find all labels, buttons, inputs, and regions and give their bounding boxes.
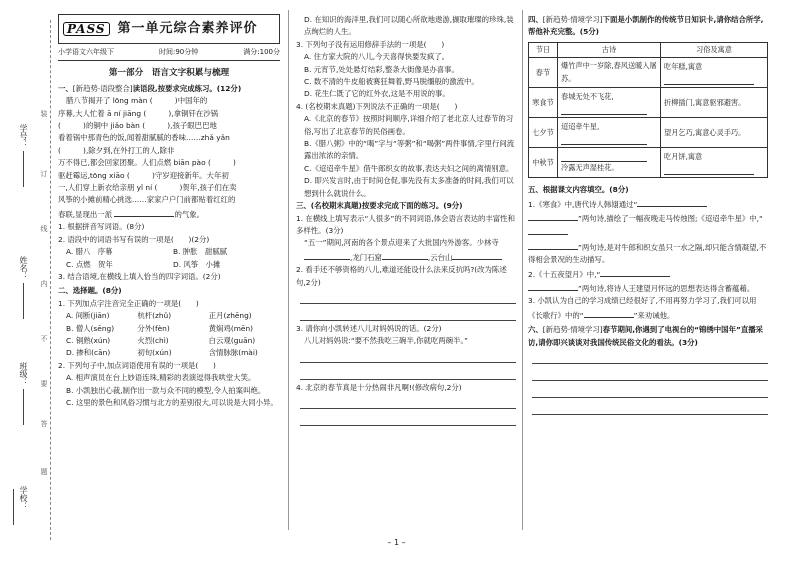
option-item: 正月(zhēng) xyxy=(208,311,252,321)
option[interactable]: B. 小凯独出心裁,制作出一款与众不同的模型,令人拍案叫绝。 xyxy=(66,385,266,395)
passage-line: ( )的铜中 jiǎo bàn ( ),孩子眼巴巴地 xyxy=(58,121,217,131)
table-row xyxy=(529,118,768,148)
subject-label: 小学语文六年级下 xyxy=(58,48,114,56)
passage-line: 万不得已,都会回家团聚。人们点燃 biān pào ( ) xyxy=(58,158,236,168)
option[interactable]: A. 住方家大院的八儿,今天喜得快要发疯了。 xyxy=(304,52,450,62)
cut-mark: 答 xyxy=(40,420,48,427)
option-row xyxy=(58,259,280,271)
column-2 xyxy=(296,14,516,428)
question: 3. 结合语境,在横线上填入恰当的四字词语。(2分) xyxy=(58,271,221,281)
option[interactable]: D. 掺和(cān) xyxy=(66,348,111,358)
poem-cell: 春城无处不飞花, xyxy=(558,88,661,118)
option[interactable]: A. 相声演员在台上妙语连珠,精彩的表演逗得我哄堂大笑。 xyxy=(66,373,256,383)
question: 2. 语段中的词语书写有误的一项是( )(2分) xyxy=(58,234,210,244)
page-title: 第一单元综合素养评价 xyxy=(117,20,258,36)
option-item: 分外(fèn) xyxy=(137,323,170,333)
question: 3. 小凯认为自己的学习成绩已经很好了,不用再努力学习了,我们可以用《长歌行》中的“ ”来劝诫他。 xyxy=(528,296,757,320)
option-row xyxy=(58,335,280,347)
question: 1. 在横线上填写表示“人很多”的不同词语,体会语言表达的丰富性和多样性。(3分) xyxy=(296,213,515,235)
answer-blank[interactable] xyxy=(561,135,647,145)
option[interactable]: D. 即兴发言时,由于时间仓促,事先没有太多准备的时间,我们可以想到什么就说什么。 xyxy=(304,176,514,198)
option-item: 含情脉脉(mài) xyxy=(208,348,258,358)
binding-strip xyxy=(10,20,51,540)
answer-blank[interactable] xyxy=(600,267,670,277)
custom-cell: 吃月饼,寓意 xyxy=(661,148,768,178)
passage-line: 一,人们穿上新衣给亲朋 yǐ ní ( )贺年,孩子们在卖 xyxy=(58,183,237,193)
passage-line: ( ),除夕到,在外打工的人,除非 xyxy=(58,145,175,155)
section-5-heading: 五、根据课文内容填空。(8分) xyxy=(528,185,629,195)
answer-blank[interactable] xyxy=(561,152,647,162)
column-header: 古诗 xyxy=(558,42,661,57)
answer-line[interactable] xyxy=(532,400,768,415)
table-row xyxy=(529,148,768,178)
option[interactable]: A.《北京的春节》按照时间顺序,详细介绍了老北京人过春节的习俗,写出了北京春节的民俗画卷。 xyxy=(304,114,514,136)
answer-blank[interactable] xyxy=(528,240,578,250)
score-label: 满分:100分 xyxy=(243,48,280,56)
option[interactable]: C. 铜熟(xún) xyxy=(66,335,111,345)
answer-blank[interactable] xyxy=(528,211,578,221)
option[interactable]: C. 这里的景色和风俗习惯与北方的差别很大,可以说是大同小异。 xyxy=(66,397,278,407)
option[interactable]: C. 点燃 贺年 xyxy=(66,259,113,269)
time-label: 时间:90分钟 xyxy=(159,48,199,56)
question: 4. (名校期末真题)下列说法不正确的一项是( ) xyxy=(296,101,458,111)
question: 2.《十五夜望月》中,“ xyxy=(528,267,768,281)
festival-name: 寒食节 xyxy=(529,88,558,118)
cut-mark: 装 xyxy=(40,110,48,117)
festival-name: 春节 xyxy=(529,58,558,88)
part-title: 第一部分 语言文字积累与梳理 xyxy=(108,68,230,79)
page-number: – 1 – xyxy=(387,538,406,547)
option-row xyxy=(58,323,280,335)
answer-blank[interactable] xyxy=(114,207,174,217)
question: 3. 请你向小凯转述八儿对妈妈说的话。(2分) xyxy=(296,323,442,333)
cut-mark: 不 xyxy=(40,335,48,342)
passage-line: 序幕,大人忙着 ā ní jiāng ( ),拿铜钎在沙锅 xyxy=(58,108,219,118)
answer-blank[interactable] xyxy=(561,105,647,115)
option[interactable]: C.《迢迢牵牛星》借牛郎织女的故事,表达夫妇之间的离情别意。 xyxy=(304,163,514,173)
answer-line[interactable] xyxy=(532,349,768,364)
table-row xyxy=(529,58,768,88)
answer-line[interactable] xyxy=(300,394,516,409)
option-item: 火烈(chì) xyxy=(137,335,169,345)
answer-blank[interactable] xyxy=(452,250,502,260)
column-divider xyxy=(288,10,289,530)
passage-line: 驱赶霉运,tōng xiāo ( )守岁迎接新年。大年初 xyxy=(58,170,229,180)
section-3-heading: 三、(名校期末真题)按要求完成下面的练习。(9分) xyxy=(296,201,463,211)
pass-logo: PASS xyxy=(63,22,110,36)
passage-line: 风筝的小摊前精心挑选……家家户户门前都贴着红红的 xyxy=(58,195,236,205)
custom-cell: 折柳插门,寓意驱邪避害。 xyxy=(661,88,768,118)
option-item: 白云观(guān) xyxy=(208,335,256,345)
option[interactable]: B.《腊八粥》中的“喝”字与“等粥”和“喝粥”两件事情,字里行间流露出浓浓的亲情。 xyxy=(304,139,515,161)
option-row xyxy=(58,347,280,359)
festival-name: 七夕节 xyxy=(529,118,558,148)
question: 1. 下列加点字注音完全正确的一项是( ) xyxy=(58,298,199,308)
column-header: 习俗及寓意 xyxy=(661,42,768,57)
answer-blank[interactable] xyxy=(528,281,578,291)
question: ”两句诗,描绘了一幅夜晚走马传烛图;《迢迢牵牛星》中,“ xyxy=(528,211,768,240)
option[interactable]: D. 在知识的海洋里,我们可以随心所欲地遨游,撷取璀璨的珍珠,装点绚烂的人生。 xyxy=(304,15,514,37)
question: 4. 北京的春节真是十分热闹非凡啊!(修改病句,2分) xyxy=(296,382,462,392)
option[interactable]: A. 间断(jiān) xyxy=(66,311,110,321)
answer-line[interactable] xyxy=(300,411,516,426)
answer-blank[interactable] xyxy=(382,250,428,260)
passage xyxy=(58,95,280,221)
question: 1. 根据拼音写词语。(8分) xyxy=(58,222,145,232)
section-4-heading: 四、[新趋势·情境学习]下面是小凯制作的传统节日知识卡,请你结合所学,帮他补充完整。(5分) xyxy=(528,15,764,37)
class-field[interactable]: 班级： xyxy=(14,362,28,425)
question: ”两句诗,是对牛郎和织女虽只一水之隔,却只能含情凝望,不得相会景况的生动描写。 xyxy=(528,240,768,267)
answer-line[interactable] xyxy=(300,348,516,363)
school-field[interactable]: 学校： xyxy=(14,486,28,540)
option[interactable]: B. 元宵节,处处悬灯结彩,整条大街像是办喜事。 xyxy=(304,64,459,74)
poem-cell: 冷露无声湿桂花。 xyxy=(558,148,661,178)
custom-cell: 望月乞巧,寓意心灵手巧。 xyxy=(661,118,768,148)
section-2-heading: 二、选择题。(8分) xyxy=(58,286,122,296)
festival-table xyxy=(528,42,768,178)
cut-mark: 线 xyxy=(40,225,48,232)
question-text: “五一”期间,河南的各个景点迎来了大批国内外游客。少林寺,龙门石窟 ,云台山 xyxy=(296,237,516,264)
answer-line[interactable] xyxy=(300,289,516,304)
section-1-heading: 一、[新趋势·语段整合]读语段,按要求完成练习。(12分) xyxy=(58,83,242,93)
passage-line: 腊八节揭开了 lōng màn ( )中国年的 xyxy=(66,96,208,106)
option[interactable]: D. 风筝 小摊 xyxy=(173,259,221,269)
column-header: 节日 xyxy=(529,42,558,57)
option-item: 初旬(xún) xyxy=(137,348,172,358)
answer-blank[interactable] xyxy=(664,165,754,175)
option[interactable]: D. 花生仁既了它的红外衣,这是不用说的事。 xyxy=(304,89,450,99)
table-header-row xyxy=(529,42,768,57)
question: 1.《寒食》中,唐代诗人韩翃通过“ xyxy=(528,197,768,211)
question: ”两句诗,将诗人王建望月怀远的思想表达得含蓄蕴藉。 xyxy=(528,281,768,295)
option-item: 黄焖鸡(mēn) xyxy=(208,323,254,333)
custom-cell: 吃年糕,寓意 xyxy=(661,58,768,88)
answer-line[interactable] xyxy=(532,383,768,398)
option[interactable]: B. 肿胀 甜腻腻 xyxy=(173,247,228,257)
column-3 xyxy=(528,14,768,417)
table-row xyxy=(529,88,768,118)
answer-line[interactable] xyxy=(300,306,516,321)
column-1 xyxy=(58,14,280,409)
title-box xyxy=(58,14,280,44)
section-6-heading: 六、[新趋势·情境学习]春节期间,你遇到了电视台的“锦绣中国年”直播采访,请你即兴谈谈对我国传统民俗文化的看法。(3分) xyxy=(528,325,763,347)
answer-blank[interactable] xyxy=(528,225,568,235)
name-field[interactable]: 姓名： xyxy=(14,256,28,319)
option[interactable]: C. 数不清的牛皮船被赛狂舞着,野马脱缰般的激流中。 xyxy=(304,77,479,87)
question: 2. 下列句子中,加点词语使用有误的一项是( ) xyxy=(58,360,216,370)
passage-line: 春联,显现出一派 的气象。 xyxy=(58,207,280,221)
option[interactable]: B. 僧人(sēng) xyxy=(66,323,115,333)
poem-cell: 迢迢牵牛星, xyxy=(558,118,661,148)
cut-mark: 要 xyxy=(40,380,48,387)
question: 2. 看手还不够资格的八儿,难道还能设什么法来反抗吗?(改为陈述句,2分) xyxy=(296,265,507,287)
column-divider xyxy=(522,10,523,530)
exam-info xyxy=(58,46,280,61)
quote-text: 八儿对妈妈说:“要不然我吃三碗半,你就吃两碗半。” xyxy=(304,336,469,346)
option-item: 杭杆(zhǔ) xyxy=(137,311,172,321)
festival-name: 中秋节 xyxy=(529,148,558,178)
question: 3. 下列句子没有运用修辞手法的一项是( ) xyxy=(296,39,445,49)
answer-blank[interactable] xyxy=(664,75,754,85)
option-row xyxy=(58,310,280,322)
answer-blank[interactable] xyxy=(637,197,707,207)
answer-line[interactable] xyxy=(300,365,516,380)
student-id-field[interactable]: 学号： xyxy=(14,124,28,187)
cut-mark: 内 xyxy=(40,280,48,287)
option[interactable]: A. 腊八 序幕 xyxy=(66,247,113,257)
poem-cell: 爆竹声中一岁除,春风送暖入屠苏。 xyxy=(558,58,661,88)
answer-line[interactable] xyxy=(532,366,768,381)
answer-blank[interactable] xyxy=(304,250,350,260)
answer-blank[interactable] xyxy=(584,308,634,318)
passage-line: 看着锅中那青色的饭,闻着甜腻腻的香味……zhǎ yǎn xyxy=(58,133,230,143)
cut-mark: 题 xyxy=(40,468,48,475)
cut-mark: 订 xyxy=(40,170,48,177)
option-row xyxy=(58,246,280,258)
